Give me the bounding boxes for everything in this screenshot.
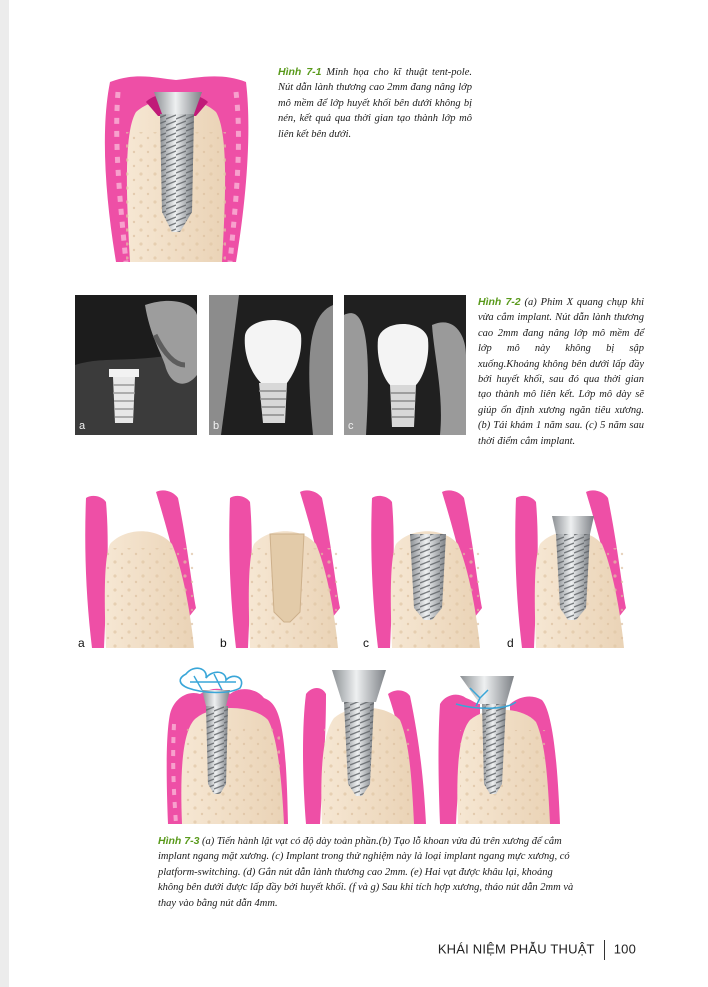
fig71-caption [278, 65, 472, 142]
fig73-letter-a: a [78, 636, 85, 650]
xray-a-letter: a [79, 420, 86, 432]
fig73-text: (a) Tiến hành lật vạt có độ dày toàn phần.(b) Tạo lỗ khoan vừa đủ trên xương để cắm implant ngang mặt xương. (c) Implant trong thử nghiệm này là loại implant ngang mực xương, có platform-switching. (d) Gắn nút dẫn lành thương cao 2mm. (e) Hai vạt được khâu lại, khoảng không bên dưới được lấp đầy bởi huyết khối. (f và g) Sau khi tích hợp xương, tháo nút dẫn 2mm và thay vào bằng nút dẫn 4mm. [158, 836, 574, 909]
fig72-caption [478, 295, 644, 449]
fig73-panel-b [228, 488, 348, 648]
fig73-panel-d [514, 488, 634, 648]
footer-divider [604, 940, 605, 960]
fig71-illustration [96, 72, 256, 262]
fig73-letter-b: b [220, 636, 227, 650]
xray-b-letter: b [213, 420, 220, 432]
page-footer [438, 940, 636, 960]
fig73-panel-a [84, 488, 204, 648]
xray-a [75, 295, 197, 435]
footer-section: KHÁI NIỆM PHẪU THUẬT [437, 941, 595, 957]
fig73-letter-d: d [507, 636, 514, 650]
fig71-label: Hình 7-1 [278, 66, 322, 78]
page-edge [0, 0, 9, 987]
fig73-letter-c: c [363, 636, 369, 650]
fig73-panel-e [164, 664, 294, 824]
fig73-panel-g [436, 664, 566, 824]
xray-c-letter: c [348, 420, 354, 432]
fig73-label: Hình 7-3 [158, 835, 200, 847]
fig72-label: Hình 7-2 [478, 296, 521, 308]
fig72-text: (a) Phim X quang chụp khi vừa cắm implant. Nút dẫn lành thương cao 2mm đang nâng lớp mô mềm để lớp mô này không bị sập xuống.Khoảng không bên dưới lấp đầy bởi huyết khối, sau đó qua thời gian tạo thành mô liên kết. Lớp mô dày sẽ giúp ổn định xương ngăn tiêu xương. (b) Tái khám 1 năm sau. (c) 5 năm sau thời điểm cắm implant. [478, 297, 644, 447]
fig73-caption [158, 834, 578, 911]
xray-c [344, 295, 466, 435]
fig73-panel-c [370, 488, 490, 648]
page-number: 100 [613, 941, 636, 957]
fig73-panel-f [300, 664, 430, 824]
xray-b [209, 295, 333, 435]
fig71-text: Minh họa cho kĩ thuật tent-pole. Nút dẫn lành thương cao 2mm đang nâng lớp mô mềm để lớp huyết khối bên dưới không bị nén, kết quả qua thời gian tạo thành lớp mô liên kết bên dưới. [278, 67, 472, 140]
